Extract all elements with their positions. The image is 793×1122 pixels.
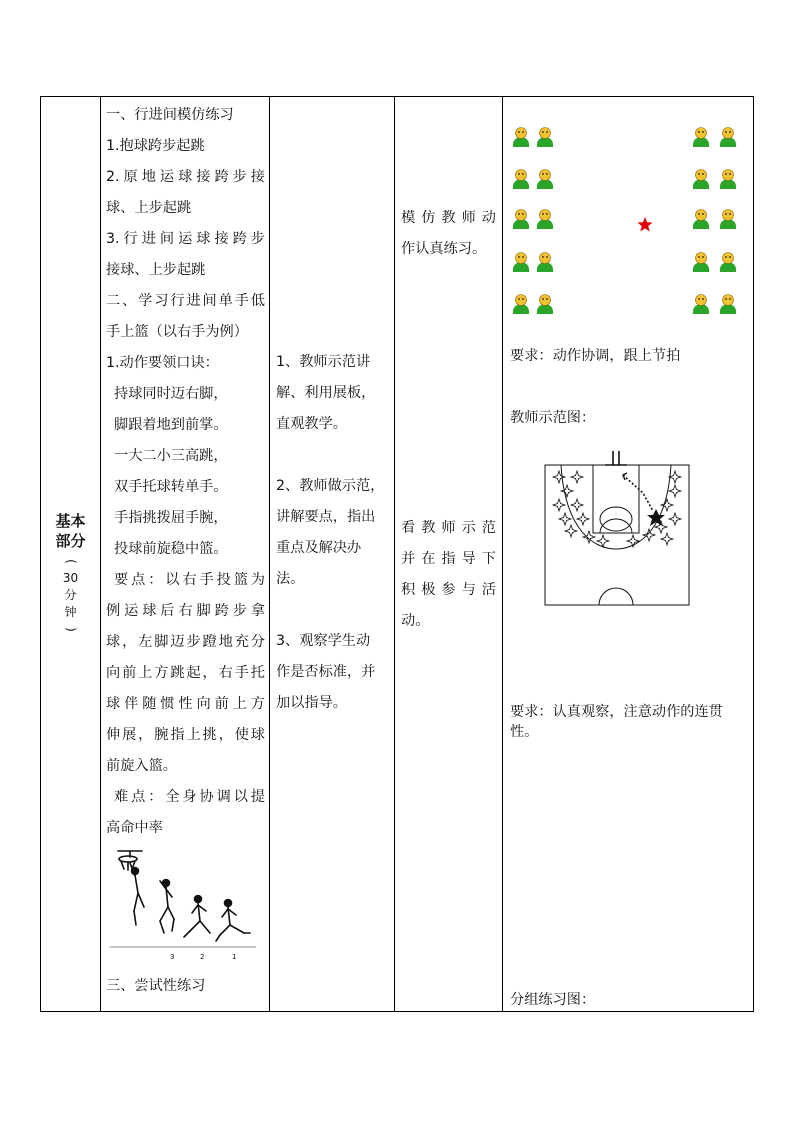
student-icon — [537, 295, 553, 315]
figure-number: 3 — [170, 953, 175, 961]
teacher-activity-line: 讲解要点，指出 — [276, 509, 376, 525]
student-position-marker — [553, 471, 565, 483]
duration-char: ( — [64, 559, 78, 564]
teacher-star-icon — [637, 217, 652, 232]
content-line: 前旋入篮。 — [106, 758, 177, 774]
content-line: 接球、上步起跳 — [106, 262, 206, 278]
formation-diagram — [502, 117, 755, 327]
content-line: 二、学习行进间单手低 — [106, 293, 265, 309]
student-icon — [513, 128, 529, 148]
spacer — [276, 595, 390, 626]
student-icon — [693, 253, 709, 273]
student-position-marker — [553, 499, 565, 511]
content-line: 3.行进间运球接跨步 — [106, 231, 265, 247]
requirement-text: 性。 — [510, 724, 539, 740]
student-position-marker — [559, 513, 571, 525]
section-title-line: 基本 — [55, 512, 86, 530]
student-activity-column — [394, 97, 502, 1011]
student-activity-line: 看教师示范 — [401, 520, 496, 536]
student-icon — [720, 295, 736, 315]
student-activity-line: 动。 — [401, 613, 430, 629]
student-position-marker — [643, 529, 655, 541]
student-icon — [537, 170, 553, 190]
content-line: 脚跟着地到前掌。 — [114, 417, 228, 433]
figure-number: 1 — [232, 953, 237, 961]
content-line: 1.抱球跨步起跳 — [106, 138, 205, 154]
section-title-line: 部分 — [55, 532, 86, 550]
student-icon — [513, 295, 529, 315]
content-line: 球、上步起跳 — [106, 200, 192, 216]
student-position-marker — [661, 533, 673, 545]
content-line: 难点：全身协调以提 — [114, 789, 265, 805]
duration-char: ) — [64, 627, 78, 632]
content-line: 双手托球转单手。 — [114, 479, 228, 495]
teacher-activity-line: 3、观察学生动 — [276, 633, 371, 649]
content-line: 手上篮（以右手为例） — [106, 324, 248, 340]
student-icon — [720, 253, 736, 273]
teacher-activity-line: 直观教学。 — [276, 416, 347, 432]
content-line: 向前上方跳起，右手托 — [106, 665, 265, 681]
court-demo-diagram — [543, 449, 691, 607]
requirement-text: 要求：动作协调，跟上节拍 — [510, 348, 681, 364]
teacher-activity-column — [269, 97, 394, 1011]
content-line: 高命中率 — [106, 820, 163, 836]
student-icon — [537, 253, 553, 273]
section-title — [41, 511, 100, 551]
student-icon — [720, 128, 736, 148]
layup-sequence-illustration — [108, 849, 258, 967]
content-column — [100, 97, 269, 1011]
teacher-activity-line: 重点及解决办 — [276, 540, 362, 556]
student-icon — [693, 295, 709, 315]
student-position-marker — [669, 513, 681, 525]
student-icon — [513, 210, 529, 230]
student-position-marker — [571, 471, 583, 483]
organization-column — [502, 97, 755, 1011]
student-position-marker — [571, 499, 583, 511]
content-line: 球，左脚迈步蹬地充分 — [106, 634, 265, 650]
content-line: 伸展，腕指上挑，使球 — [106, 727, 265, 743]
group-diagram-title: 分组练习图： — [510, 992, 596, 1008]
student-activity-line: 积极参与活 — [401, 582, 496, 598]
content-line: 手指挑拨屈手腕， — [114, 510, 228, 526]
teacher-activity-line: 加以指导。 — [276, 695, 347, 711]
student-icon — [537, 210, 553, 230]
teacher-activity-line: 法。 — [276, 571, 305, 587]
content-line: 要点：以右手投篮为 — [114, 572, 265, 588]
student-icon — [693, 128, 709, 148]
teacher-activity-line: 2、教师做示范， — [276, 478, 385, 494]
student-icon — [693, 210, 709, 230]
section-column — [41, 97, 100, 1011]
content-line: 三、尝试性练习 — [106, 978, 206, 994]
student-icon — [720, 210, 736, 230]
content-line: 持球同时迈右脚， — [114, 386, 228, 402]
student-position-marker — [565, 525, 577, 537]
student-activity-line: 作认真练习。 — [401, 241, 487, 257]
student-activity-block — [401, 513, 496, 637]
duration-char: 30 — [62, 571, 79, 585]
figure-number: 2 — [200, 953, 205, 961]
student-position-marker — [577, 513, 589, 525]
student-position-marker — [561, 485, 573, 497]
requirement-text: 要求：认真观察，注意动作的连贯 — [510, 704, 723, 720]
student-activity-line: 模仿教师动 — [401, 210, 496, 226]
student-activity-block — [401, 203, 496, 265]
content-line: 1.动作要领口诀： — [106, 355, 219, 371]
student-icon — [537, 128, 553, 148]
content-line: 例运球后右脚跨步拿 — [106, 603, 265, 619]
duration-char: 钟 — [64, 605, 77, 619]
content-line: 2.原地运球接跨步接 — [106, 169, 265, 185]
student-icon — [720, 170, 736, 190]
teacher-activity-line: 解、利用展板， — [276, 385, 376, 401]
content-line: 一、行进间模仿练习 — [106, 107, 234, 123]
content-line: 投球前旋稳中篮。 — [114, 541, 228, 557]
content-line: 一大二小三高跳， — [114, 448, 228, 464]
teacher-activity-line: 作是否标准，并 — [276, 664, 376, 680]
content-line: 球伴随惯性向前上方 — [106, 696, 265, 712]
student-icon — [693, 170, 709, 190]
student-icon — [513, 253, 529, 273]
student-position-marker — [669, 485, 681, 497]
student-activity-line: 并在指导下 — [401, 551, 496, 567]
spacer — [276, 440, 390, 471]
teacher-activity-line: 1、教师示范讲 — [276, 354, 371, 370]
section-duration — [41, 553, 100, 638]
teacher-activity-list — [276, 347, 390, 719]
demo-diagram-title: 教师示范图： — [510, 410, 596, 426]
lesson-plan-table — [40, 96, 754, 1012]
student-icon — [513, 170, 529, 190]
duration-char: 分 — [64, 588, 77, 602]
